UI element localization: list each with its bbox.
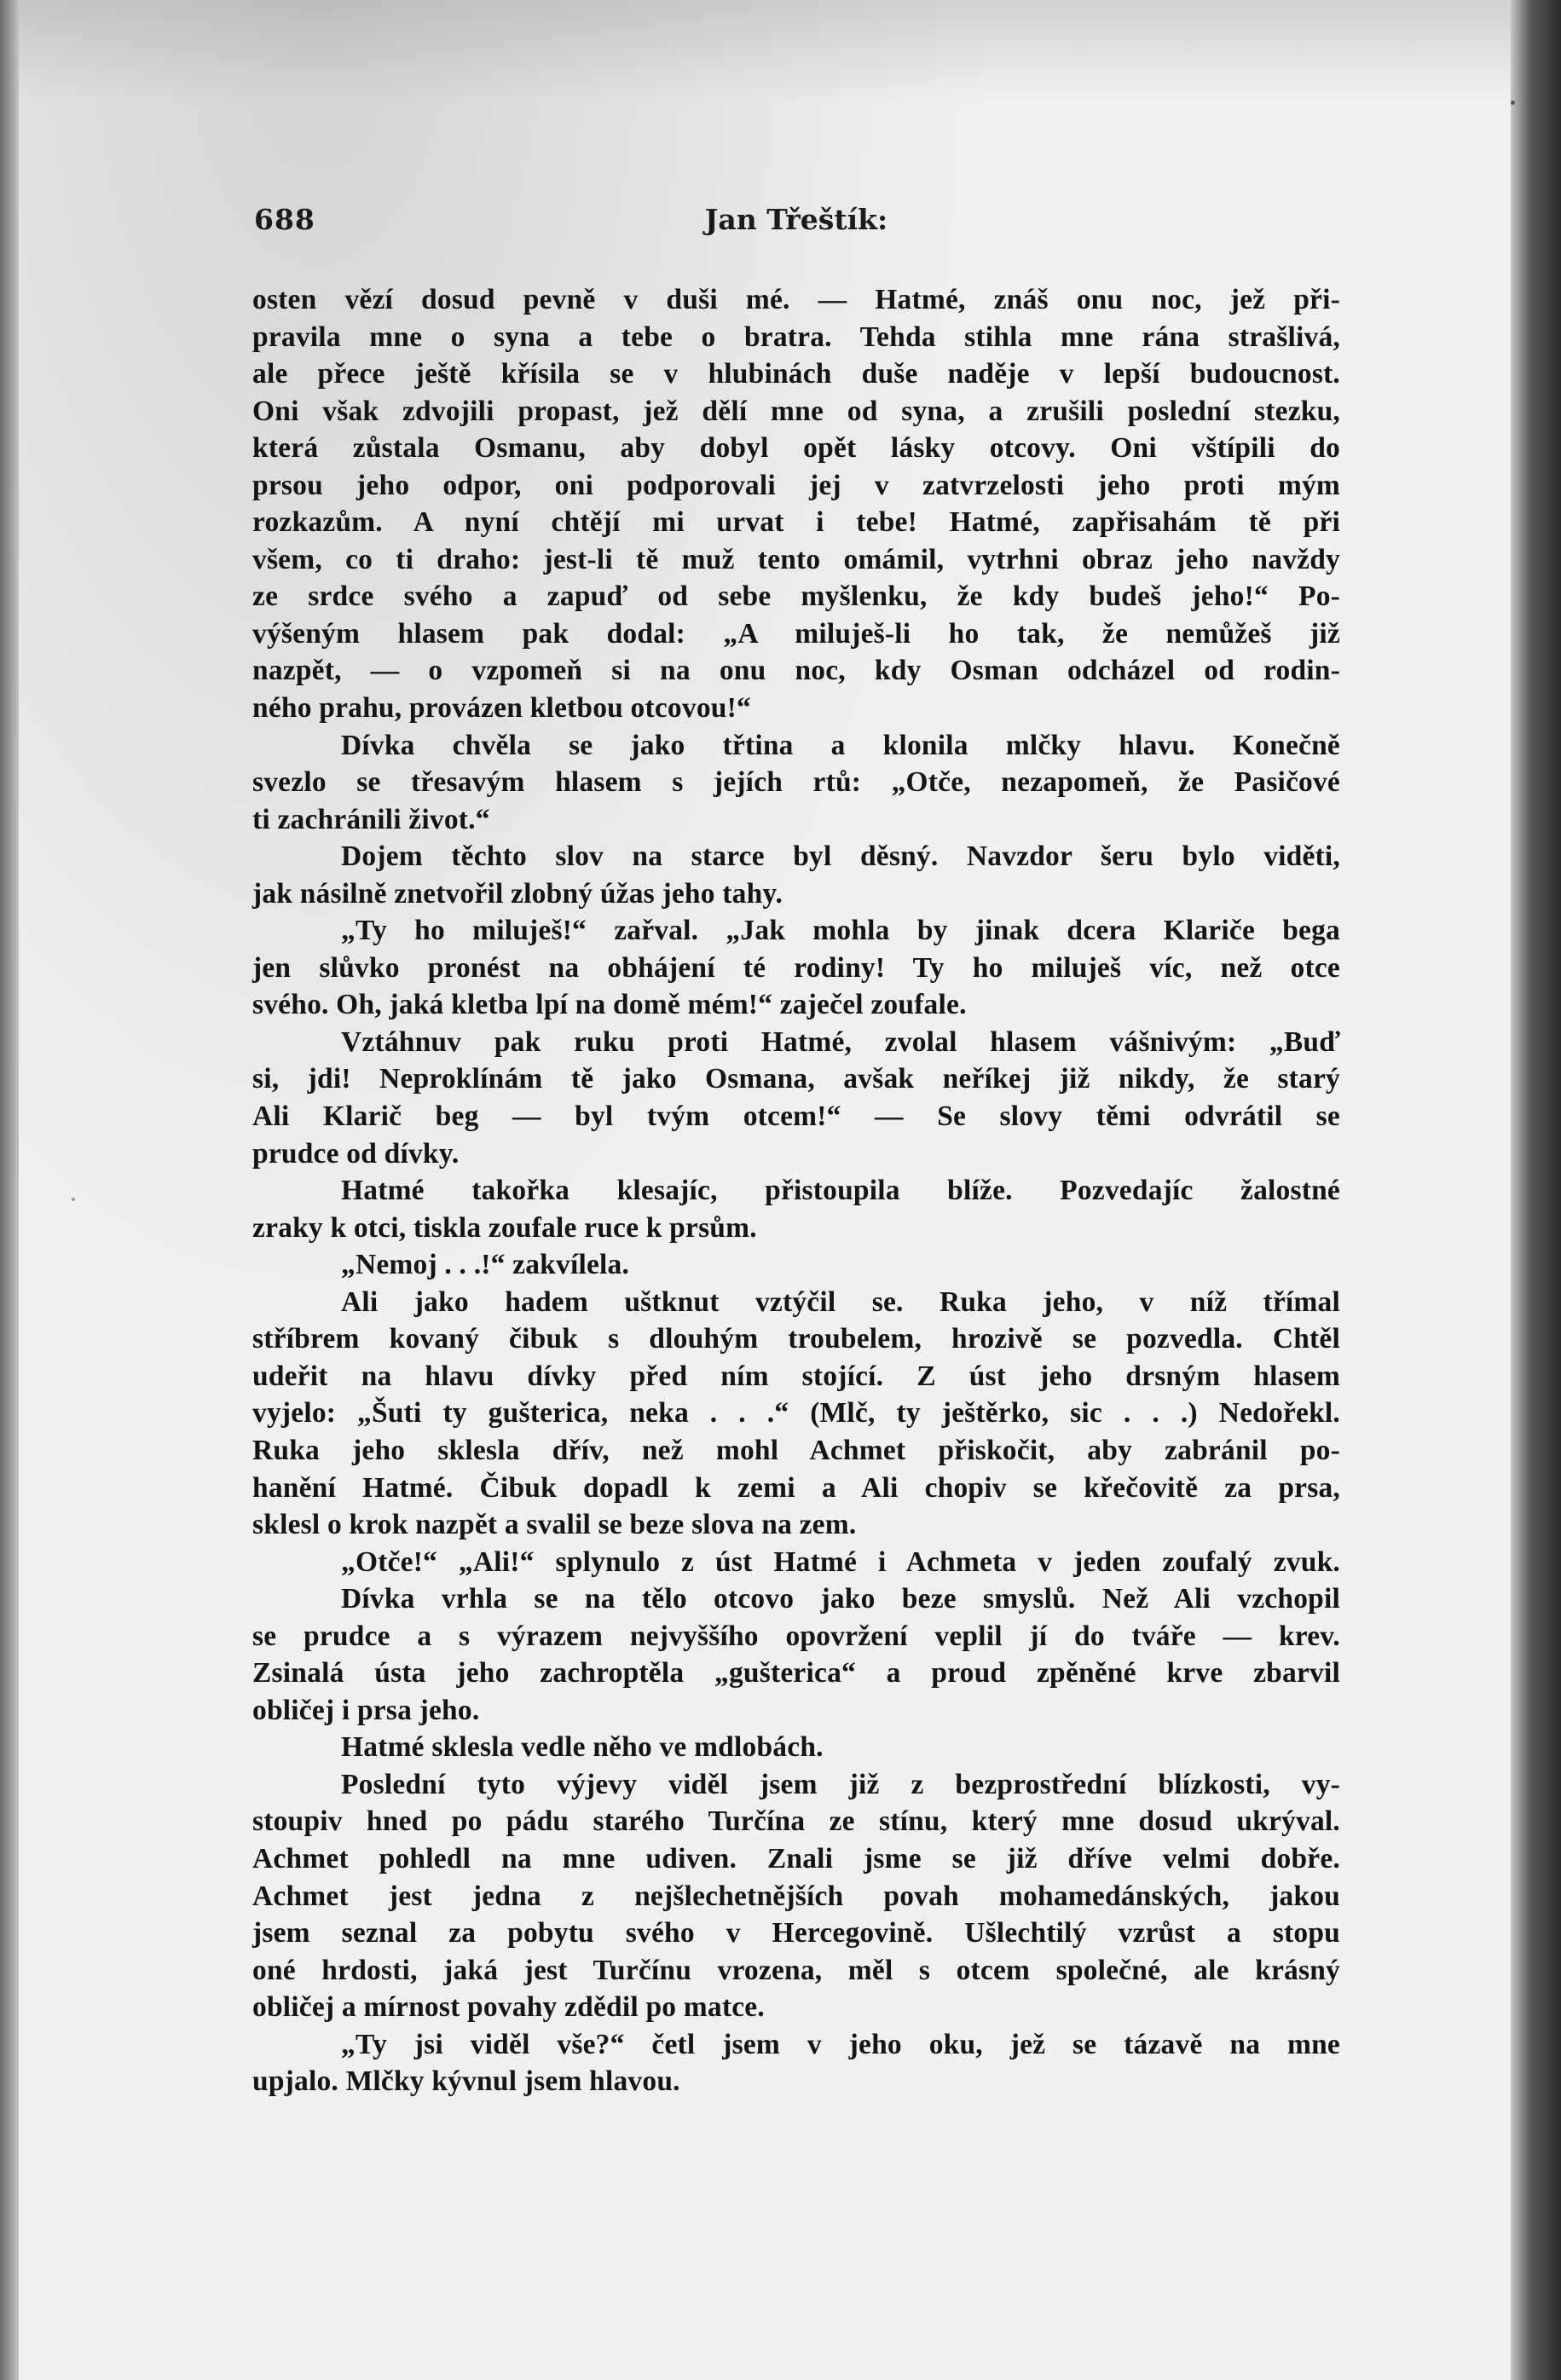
- text-line: vyjelo: „Šuti ty gušterica, neka . . .“ (Mlč, ty ještěrko, sic . . .) Nedořekl.: [252, 1397, 1340, 1430]
- text-line: Oni však zdvojili propast, jež dělí mne od syna, a zrušili poslední stezku,: [252, 395, 1340, 427]
- text-line: Dívka vrhla se na tělo otcovo jako beze smyslů. Než Ali vzchopil: [341, 1583, 1340, 1615]
- scan-speck: [1511, 101, 1515, 105]
- text-line: svého. Oh, jaká kletba lpí na domě mém!“ zaječel zoufale.: [252, 989, 967, 1021]
- text-line: svezlo se třesavým hlasem s jejích rtů: „Otče, nezapomeň, že Pasičové: [252, 766, 1340, 799]
- text-line: Dojem těchto slov na starce byl děsný. Navzdor šeru bylo viděti,: [341, 841, 1340, 873]
- text-line: obličej i prsa jeho.: [252, 1694, 480, 1726]
- text-line: udeřit na hlavu dívky před ním stojící. Z úst jeho drsným hlasem: [252, 1360, 1340, 1392]
- text-line: Dívka chvěla se jako třtina a klonila mlčky hlavu. Konečně: [341, 729, 1340, 761]
- text-line: Achmet jest jedna z nejšlechetnějších povah mohamedánských, jakou: [252, 1880, 1340, 1912]
- text-line: ti zachránili život.“: [252, 803, 490, 835]
- text-line: oné hrdosti, jaká jest Turčínu vrozena, měl s otcem společné, ale krásný: [252, 1954, 1340, 1986]
- text-line: Vztáhnuv pak ruku proti Hatmé, zvolal hlasem vášnivým: „Buď: [341, 1025, 1340, 1058]
- text-line: stoupiv hned po pádu starého Turčína ze stínu, který mne dosud ukrýval.: [252, 1805, 1340, 1838]
- text-line: „Ty ho miluješ!“ zařval. „Jak mohla by jinak dcera Klariče bega: [341, 915, 1340, 947]
- text-line: prsou jeho odpor, oni podporovali jej v zatvrzelosti jeho proti mým: [252, 469, 1340, 501]
- text-line: hanění Hatmé. Čibuk dopadl k zemi a Ali chopiv se křečovitě za prsa,: [252, 1471, 1340, 1504]
- text-line: „Nemoj . . .!“ zakvílela.: [341, 1249, 630, 1281]
- text-line: ného prahu, provázen kletbou otcovou!“: [252, 692, 751, 725]
- text-line: Hatmé takořka klesajíc, přistoupila blíže. Pozvedajíc žalostné: [341, 1175, 1340, 1207]
- text-line: si, jdi! Neproklínám tě jako Osmana, avšak neříkej již nikdy, že starý: [252, 1063, 1340, 1095]
- text-line: upjalo. Mlčky kývnul jsem hlavou.: [252, 2065, 680, 2098]
- text-line: se prudce a s výrazem nejvyššího opovržení veplil jí do tváře — krev.: [252, 1620, 1340, 1652]
- text-line: která zůstala Osmanu, aby dobyl opět lásky otcovy. Oni vštípili do: [252, 432, 1340, 465]
- text-line: pravila mne o syna a tebe o bratra. Tehda stihla mne rána strašlivá,: [252, 321, 1340, 353]
- text-line: osten vězí dosud pevně v duši mé. — Hatmé, znáš onu noc, jež při-: [252, 284, 1340, 315]
- page-header: [254, 203, 1338, 246]
- scan-speck: [72, 1198, 75, 1201]
- text-line: jak násilně znetvořil zlobný úžas jeho tahy.: [252, 877, 783, 910]
- text-line: jen slůvko pronést na obhájení té rodiny! Ty ho miluješ víc, než otce: [252, 951, 1340, 984]
- text-line: obličej a mírnost povahy zdědil po matce.: [252, 1991, 765, 2024]
- text-line: Achmet pohledl na mne udiven. Znali jsme se již dříve velmi dobře.: [252, 1842, 1340, 1875]
- body-text: [252, 281, 1340, 2100]
- text-line: ze srdce svého a zapuď od sebe myšlenku, že kdy budeš jeho!“ Po-: [252, 581, 1340, 613]
- text-line: Zsinalá ústa jeho zachroptěla „gušterica“ a proud zpěněné krve zbarvil: [252, 1657, 1340, 1690]
- text-line: výšeným hlasem pak dodal: „A miluješ-li ho tak, že nemůžeš již: [252, 617, 1340, 650]
- text-line: „Otče!“ „Ali!“ splynulo z úst Hatmé i Achmeta v jeden zoufalý zvuk.: [341, 1545, 1340, 1578]
- text-line: Poslední tyto výjevy viděl jsem již z bezprostřední blízkosti, vy-: [341, 1768, 1340, 1800]
- text-line: prudce od dívky.: [252, 1137, 460, 1170]
- running-head: Jan Třeštík:: [704, 203, 888, 236]
- text-line: stříbrem kovaný čibuk s dlouhým troubelem, hrozivě se pozvedla. Chtěl: [252, 1323, 1340, 1355]
- text-line: jsem seznal za pobytu svého v Hercegovině. Ušlechtilý vzrůst a stopu: [252, 1917, 1340, 1950]
- text-line: Ali Klarič beg — byl tvým otcem!“ — Se slovy těmi odvrátil se: [252, 1100, 1340, 1133]
- text-line: ale přece ještě křísila se v hlubinách duše naděje v lepší budoucnost.: [252, 358, 1340, 390]
- text-line: sklesl o krok nazpět a svalil se beze slova na zem.: [252, 1509, 857, 1541]
- text-line: Ali jako hadem uštknut vztýčil se. Ruka jeho, v níž třímal: [341, 1285, 1340, 1318]
- page-number: 688: [254, 203, 315, 236]
- text-line: zraky k otci, tiskla zoufale ruce k prsům.: [252, 1211, 757, 1244]
- text-line: všem, co ti draho: jest-li tě muž tento omámil, vytrhni obraz jeho navždy: [252, 543, 1340, 575]
- text-line: „Ty jsi viděl vše?“ četl jsem v jeho oku, jež se tázavě na mne: [341, 2028, 1340, 2060]
- text-line: Ruka jeho sklesla dřív, než mohl Achmet přiskočit, aby zabránil po-: [252, 1434, 1340, 1466]
- text-line: rozkazům. A nyní chtějí mi urvat i tebe! Hatmé, zapřisahám tě při: [252, 506, 1340, 539]
- text-line: nazpět, — o vzpomeň si na onu noc, kdy Osman odcházel od rodin-: [252, 655, 1340, 687]
- text-line: Hatmé sklesla vedle něho ve mdlobách.: [341, 1731, 824, 1764]
